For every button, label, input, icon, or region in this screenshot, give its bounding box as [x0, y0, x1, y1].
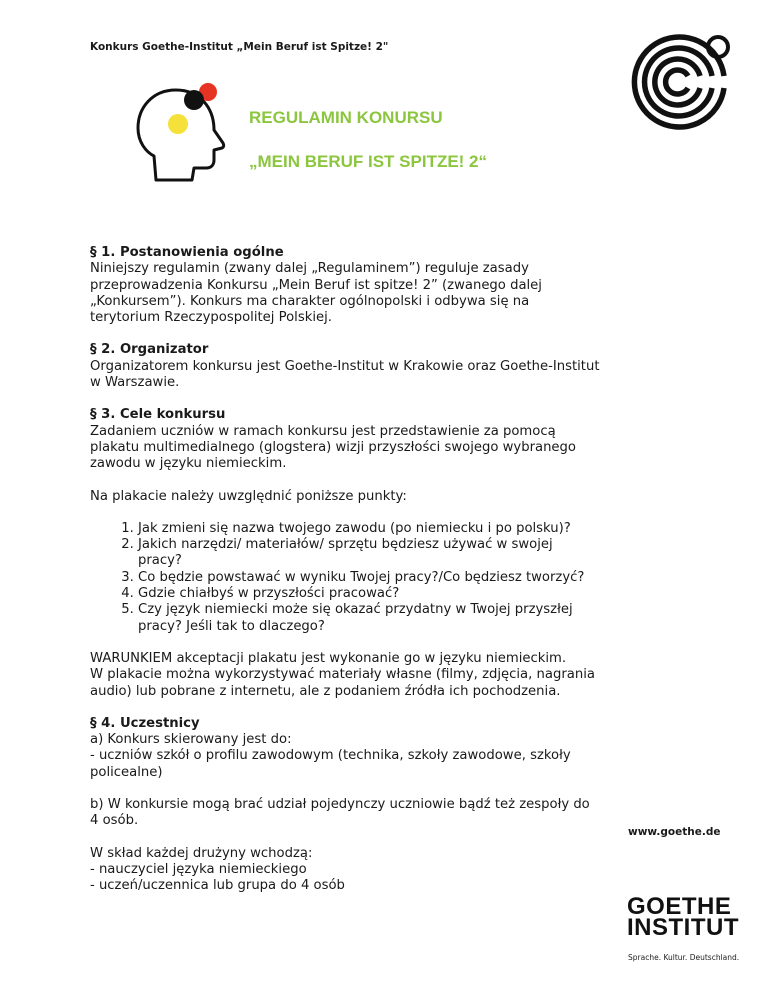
head-with-dots-icon [132, 80, 228, 184]
section-text: Niniejszy regulamin (zwany dalej „Regulaminem”) reguluje zasady przeprowadzenia Konkursu „Mein Beruf ist spitze! 2” (zwanego dalej „Konkursem”). Konkurs ma charakter ogólnopolski i odbywa się na terytorium Rzeczypospolitej Polskiej. [90, 261, 542, 326]
condition-text: WARUNKIEM akceptacji plakatu jest wykonanie go w języku niemieckim. [90, 650, 567, 666]
document-title: REGULAMIN KONURSU [249, 108, 443, 127]
points-intro: Na plakacie należy uwzględnić poniższe punkty: [90, 488, 407, 504]
regulations-body [90, 245, 600, 895]
section-heading: § 4. Uczestnicy [90, 715, 200, 731]
conditions-paragraph [90, 651, 600, 700]
materials-text: W plakacie można wykorzystywać materiały własne (filmy, zdjęcia, nagrania audio) lub pobrane z internetu, ale z podaniem źródła ich pochodzenia. [90, 667, 595, 699]
team-composition [90, 846, 600, 895]
brand-line-2: INSTITUT [627, 914, 739, 941]
list-item: 3. Co będzie powstawać w wyniku Twojej pracy?/Co będziesz tworzyć? [138, 570, 600, 586]
section-3 [90, 407, 600, 472]
section-text: Organizatorem konkursu jest Goethe-Institut w Krakowie oraz Goethe-Institut w Warszawie. [90, 358, 600, 391]
participants-b: b) W konkursie mogą brać udział pojedynczy uczniowie bądź też zespoły do 4 osób. [90, 797, 590, 829]
website-link[interactable]: www.goethe.de [628, 826, 721, 838]
goethe-spiral-logo [626, 32, 738, 132]
section-4 [90, 716, 600, 781]
goethe-institut-wordmark [627, 893, 739, 941]
team-member: - nauczyciel języka niemieckiego [90, 861, 307, 877]
contest-name: „MEIN BERUF IST SPITZE! 2“ [249, 152, 488, 171]
tagline: Sprache. Kultur. Deutschland. [628, 953, 740, 962]
section-heading: § 2. Organizator [90, 342, 209, 358]
points-list [90, 521, 600, 635]
participants-a: a) Konkurs skierowany jest do: [90, 732, 292, 748]
team-intro: W skład każdej drużyny wchodzą: [90, 845, 313, 861]
list-item: 4. Gdzie chiałbyś w przyszłości pracować? [138, 586, 600, 602]
section-2 [90, 342, 600, 391]
participants-a-detail: - uczniów szkół o profilu zawodowym (technika, szkoły zawodowe, szkoły policealne) [90, 748, 571, 780]
section-heading: § 1. Postanowienia ogólne [90, 245, 284, 260]
section-1 [90, 245, 600, 326]
running-header: Konkurs Goethe-Institut „Mein Beruf ist Spitze! 2" [90, 41, 389, 53]
list-item: 5. Czy język niemiecki może się okazać przydatny w Twojej przyszłej pracy? Jeśli tak to dlaczego? [138, 602, 600, 635]
section-heading: § 3. Cele konkursu [90, 407, 226, 423]
list-item: 2. Jakich narzędzi/ materiałów/ sprzętu będziesz używać w swojej pracy? [138, 537, 600, 570]
list-item: 1. Jak zmieni się nazwa twojego zawodu (po niemiecku i po polsku)? [138, 521, 600, 537]
team-member: - uczeń/uczennica lub grupa do 4 osób [90, 878, 345, 894]
brand-line-1: GOETHE [627, 893, 732, 920]
section-text: Zadaniem uczniów w ramach konkursu jest przedstawienie za pomocą plakatu multimedialnego (glogstera) wizji przyszłości swojego wybranego zawodu w języku niemieckim. [90, 423, 576, 472]
